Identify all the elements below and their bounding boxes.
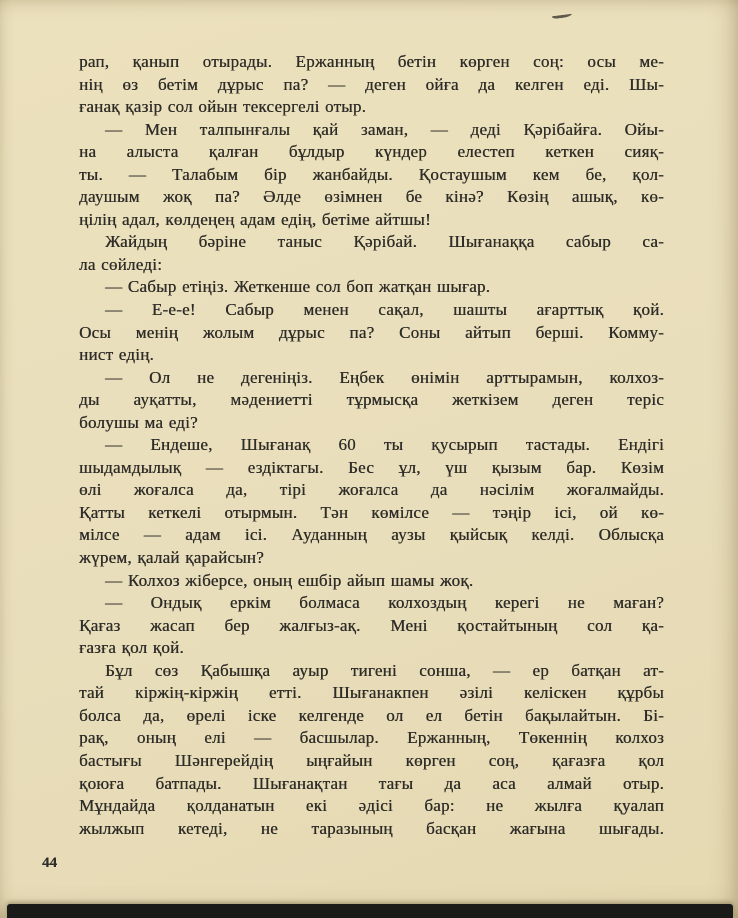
text-line: Мұндайда қолданатын екі әдісі бар: не жылға қуалап: [79, 796, 664, 816]
text-line: нист едің.: [79, 345, 154, 365]
text-line: — Сабыр етіңіз. Жеткенше сол боп жатқан шығар.: [105, 277, 491, 297]
text-line: Қатты кеткелі отырмын. Тән көмілсе — тәңір ісі, ой кө-: [79, 502, 664, 522]
text-line: Қағаз жасап бер жалғыз-ақ. Мені қостайтының сол қа-: [79, 615, 664, 635]
text-line: — Е-е-е! Сабыр менен сақал, шашты ағарттық қой.: [105, 300, 664, 320]
scan-edge-bar: [7, 904, 733, 918]
text-line: нің өз бетім дұрыс па? — деген ойға да келген еді. Шы-: [79, 74, 664, 94]
text-line: даушым жоқ па? Әлде өзімнен бе кінә? Көзің ашық, кө-: [79, 187, 664, 207]
text-line: — Мен талпынғалы қай заман, — деді Қәрібайға. Ойы-: [105, 119, 664, 139]
text-line: бастығы Шәнгерейдің ыңғайын көрген соң, қағазға қол: [79, 750, 664, 770]
text-line: Осы менің жолым дұрыс па? Соны айтып берші. Комму-: [79, 322, 664, 342]
text-line: — Ендеше, Шығанақ 60 ты қусырып тастады. Ендігі: [105, 435, 664, 455]
text-line: рап, қанып отырады. Ержанның бетін көрген соң: осы ме-: [79, 52, 664, 71]
text-block: [79, 51, 664, 840]
text-line: мілсе — адам ісі. Ауданның аузы қыйсық келді. Облысқа: [79, 525, 664, 545]
text-line: — Ондық еркім болмаса колхоздың керегі не маған?: [105, 593, 664, 613]
text-line: Жайдың бәріне таныс Қәрібай. Шығанаққа сабыр са-: [105, 232, 664, 252]
text-line: ғазға қол қой.: [79, 638, 184, 658]
text-line: қоюға батпады. Шығанақтан тағы да аса алмай отыр.: [79, 773, 664, 793]
text-line: ғанақ қазір сол ойын тексергелі отыр.: [79, 97, 367, 117]
text-line: өлі жоғалса да, тірі жоғалса да нәсілім жоғалмайды.: [79, 480, 664, 500]
text-line: — Колхоз жіберсе, оның ешбір айып шамы жоқ.: [105, 570, 474, 590]
text-line: болса да, өрелі іске келгенде ол ел бетін бақылайтын. Бі-: [79, 705, 664, 725]
text-line: — Ол не дегеніңіз. Еңбек өнімін арттырамын, колхоз-: [105, 367, 664, 387]
text-line: жылжып кетеді, не таразының басқан жағына шығады.: [79, 818, 664, 838]
text-line: жүрем, қалай қарайсын?: [79, 548, 264, 568]
text-line: ды ауқатты, мәдениетті тұрмысқа жеткізем деген теріс: [79, 390, 664, 410]
text-line: на алыста қалған бұлдыр күндер елестеп кеткен сияқ-: [79, 142, 664, 162]
text-line: ты. — Талабым бір жанбайды. Қостаушым кем бе, қол-: [79, 164, 664, 184]
ink-smudge-mark: [552, 12, 572, 19]
text-line: тай кіржің-кіржің етті. Шығанакпен әзілі келіскен құрбы: [79, 683, 664, 703]
text-line: болушы ма еді?: [79, 412, 198, 432]
text-line: ңілің адал, көлдеңең адам едің, бетіме айтшы!: [79, 209, 431, 229]
page-number: 44: [42, 855, 57, 871]
text-line: рақ, оның елі — басшылар. Ержанның, Төкеннің колхоз: [79, 728, 664, 748]
text-line: ла сөйледі:: [79, 254, 163, 274]
text-line: шыдамдылық — ездіктагы. Бес ұл, үш қызым бар. Көзім: [79, 457, 664, 477]
text-line: Бұл сөз Қабышқа ауыр тигені сонша, — ер батқан ат-: [105, 660, 664, 680]
